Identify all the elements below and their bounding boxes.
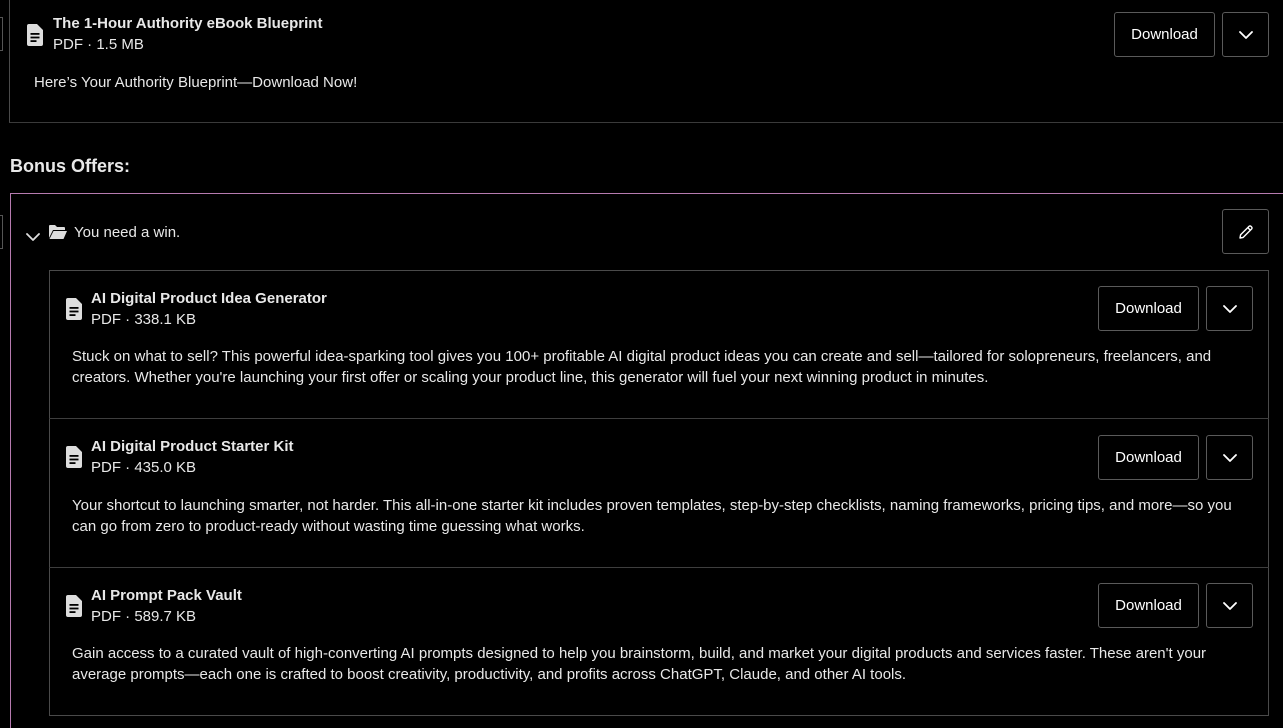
item-description: Gain access to a curated vault of high-converting AI prompts designed to help you brainstorm, build, and market your digital products and services faster. These aren't your average prompts—each one is crafted to boost creativity, productivity, and profits across ChatGPT, Claude, and other AI tools. [72,645,1207,683]
item-title[interactable]: AI Prompt Pack Vault [91,587,242,604]
download-options-button[interactable] [1222,12,1269,57]
chevron-down-icon[interactable] [26,228,40,245]
item-meta: PDF · 435.0 KB [91,459,197,476]
document-icon [65,298,83,320]
download-options-button[interactable] [1206,435,1253,480]
download-button[interactable]: Download [1098,583,1199,628]
main-file-meta: PDF · 1.5 MB [53,36,144,53]
edit-folder-button[interactable] [1222,209,1269,254]
left-edge-handle [0,215,3,249]
folder-name[interactable]: You need a win. [74,224,181,241]
divider [49,567,1269,568]
divider [49,418,1269,419]
item-description: Stuck on what to sell? This powerful idea-sparking tool gives you 100+ profitable AI digital product ideas you can create and sell—tailored for solopreneurs, freelancers, and creators. Whether you're launching your first offer or scaling your product line, this generator will fuel your next winning product in minutes. [72,348,1212,386]
chevron-down-icon [1223,602,1237,610]
chevron-down-icon [1239,31,1253,39]
pencil-icon [1238,224,1254,240]
chevron-down-icon [1223,305,1237,313]
download-button[interactable]: Download [1114,12,1215,57]
download-button[interactable]: Download [1098,435,1199,480]
item-meta: PDF · 589.7 KB [91,608,197,625]
item-title[interactable]: AI Digital Product Idea Generator [91,290,327,307]
open-folder-icon [48,224,68,244]
document-icon [26,24,44,46]
item-meta: PDF · 338.1 KB [91,311,197,328]
main-file-title[interactable]: The 1-Hour Authority eBook Blueprint [53,15,323,32]
item-title[interactable]: AI Digital Product Starter Kit [91,438,294,455]
bonus-offers-heading: Bonus Offers: [10,156,131,176]
item-description: Your shortcut to launching smarter, not harder. This all-in-one starter kit includes proven templates, step-by-step checklists, naming frameworks, pricing tips, and more—so you can go from zero to product-ready without wasting time guessing what works. [72,497,1232,535]
left-edge-handle [0,17,3,51]
document-icon [65,446,83,468]
download-button[interactable]: Download [1098,286,1199,331]
chevron-down-icon [1223,454,1237,462]
download-options-button[interactable] [1206,583,1253,628]
document-icon [65,595,83,617]
main-file-description: Here’s Your Authority Blueprint—Download Now! [34,74,358,91]
download-options-button[interactable] [1206,286,1253,331]
